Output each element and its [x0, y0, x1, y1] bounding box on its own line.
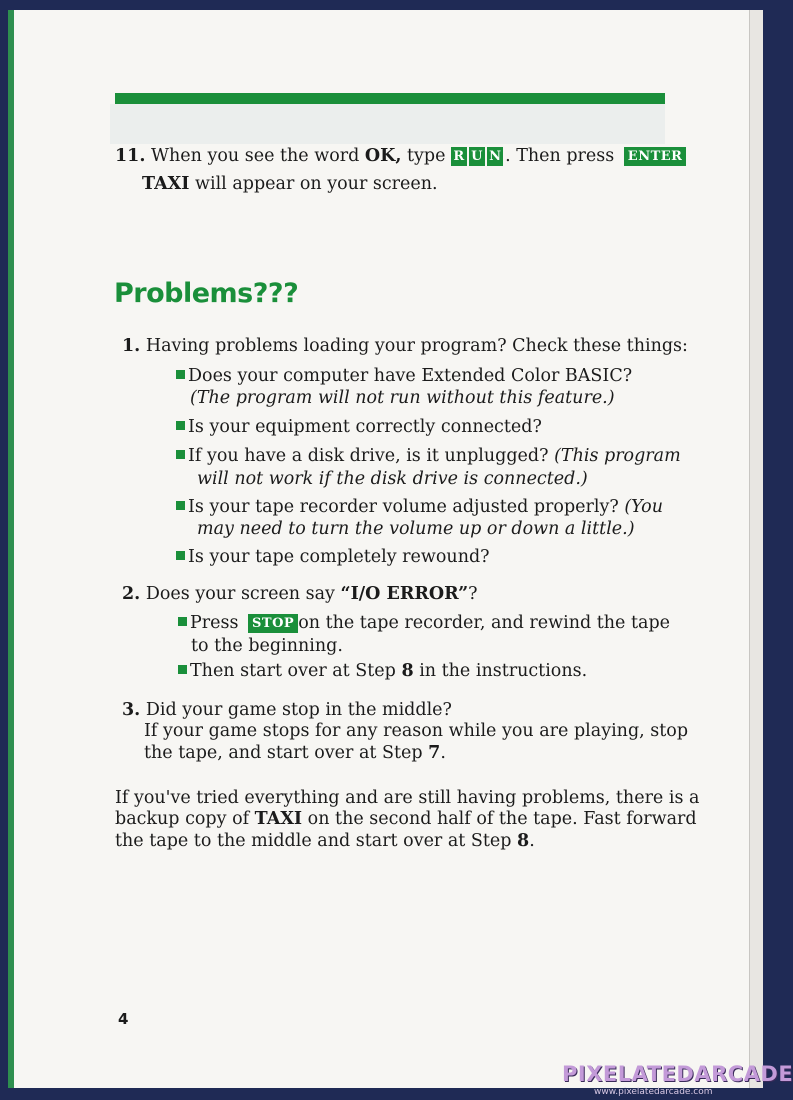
check-item — [176, 496, 663, 518]
watermark-url: www.pixelatedarcade.com — [594, 1087, 713, 1097]
io-error-text: “I/O ERROR” — [340, 584, 469, 604]
key-u: U — [469, 147, 485, 166]
check-item — [176, 546, 490, 568]
problem-2 — [122, 583, 478, 605]
text: the tape to the middle and start over at Step — [115, 831, 512, 851]
bullet-icon — [176, 450, 185, 459]
final-para-line-3 — [115, 830, 535, 852]
text: may need to turn the volume up or down a little.) — [197, 519, 635, 539]
key-n: N — [489, 149, 502, 164]
text: will appear on your screen. — [195, 174, 438, 194]
text: Is your tape completely rewound? — [188, 547, 490, 567]
bullet-icon — [176, 370, 185, 379]
bullet-icon — [178, 665, 187, 674]
key-enter: ENTER — [624, 147, 687, 166]
problem-3-line-2 — [144, 720, 688, 742]
text: type — [407, 146, 446, 166]
text: Does your screen say — [145, 584, 335, 604]
step-ref: 7 — [428, 743, 441, 763]
step-ref: 8 — [517, 831, 530, 851]
final-para-line-1 — [115, 787, 699, 809]
page-edge — [749, 10, 763, 1088]
text: Is your tape recorder volume adjusted properly? — [188, 497, 619, 517]
text: . — [529, 831, 535, 851]
text: the tape, and start over at Step — [144, 743, 423, 763]
text: Does your computer have Extended Color BASIC? — [188, 366, 633, 386]
check-item-note — [197, 468, 588, 490]
bullet-icon — [176, 551, 185, 560]
bullet-icon — [176, 501, 185, 510]
text: will not work if the disk drive is connected.) — [197, 469, 588, 489]
problem-1 — [122, 335, 688, 357]
key-r: R — [451, 147, 467, 166]
text: (You — [624, 497, 663, 517]
problem-number: 1. — [122, 336, 141, 356]
check-item-note — [197, 518, 635, 540]
check-item — [176, 365, 632, 387]
check-item-cont — [191, 635, 343, 657]
text: Having problems loading your program? Check these things: — [145, 336, 688, 356]
watermark-logo: PIXELATEDARCADE — [562, 1062, 793, 1086]
text: Then start over at Step — [190, 661, 396, 681]
check-item — [176, 445, 681, 467]
ok-word: OK, — [364, 146, 402, 166]
bullet-icon — [178, 617, 187, 626]
check-item — [178, 612, 670, 634]
taxi-title: TAXI — [142, 174, 190, 194]
page-number: 4 — [118, 1010, 129, 1028]
text: on the second half of the tape. Fast forward — [307, 809, 697, 829]
text: If you've tried everything and are still having problems, there is a — [115, 788, 700, 808]
text: . Then press — [505, 146, 615, 166]
text: If you have a disk drive, is it unplugged? — [188, 446, 549, 466]
taxi-title: TAXI — [254, 809, 303, 829]
text: in the instructions. — [419, 661, 588, 681]
step-number: 11. — [115, 146, 146, 166]
check-item-note — [190, 387, 615, 409]
key-stop: STOP — [248, 614, 298, 633]
text: Did your game stop in the middle? — [145, 700, 452, 720]
problem-3-line-3 — [144, 742, 446, 764]
step-11-line-1 — [115, 145, 686, 167]
problem-number: 3. — [122, 700, 141, 720]
check-item — [176, 416, 542, 438]
text: Press — [190, 613, 239, 633]
step-ref: 8 — [401, 661, 414, 681]
text: Is your equipment correctly connected? — [188, 417, 542, 437]
text: When you see the word — [151, 146, 360, 166]
text: ? — [468, 584, 478, 604]
problem-3 — [122, 699, 452, 721]
problems-heading: Problems??? — [114, 278, 299, 309]
text: backup copy of — [115, 809, 250, 829]
check-item — [178, 660, 587, 682]
bullet-icon — [176, 421, 185, 430]
text: on the tape recorder, and rewind the tape — [298, 613, 670, 633]
text: (This program — [554, 446, 681, 466]
final-para-line-2 — [115, 808, 697, 830]
text: . — [440, 743, 446, 763]
step-11-line-2 — [142, 173, 438, 195]
section-divider-bar — [115, 93, 665, 104]
text: If your game stops for any reason while you are playing, stop — [144, 721, 689, 741]
bleed-through-band — [110, 104, 665, 144]
text: to the beginning. — [191, 636, 343, 656]
text: (The program will not run without this feature.) — [190, 388, 615, 408]
problem-number: 2. — [122, 584, 141, 604]
